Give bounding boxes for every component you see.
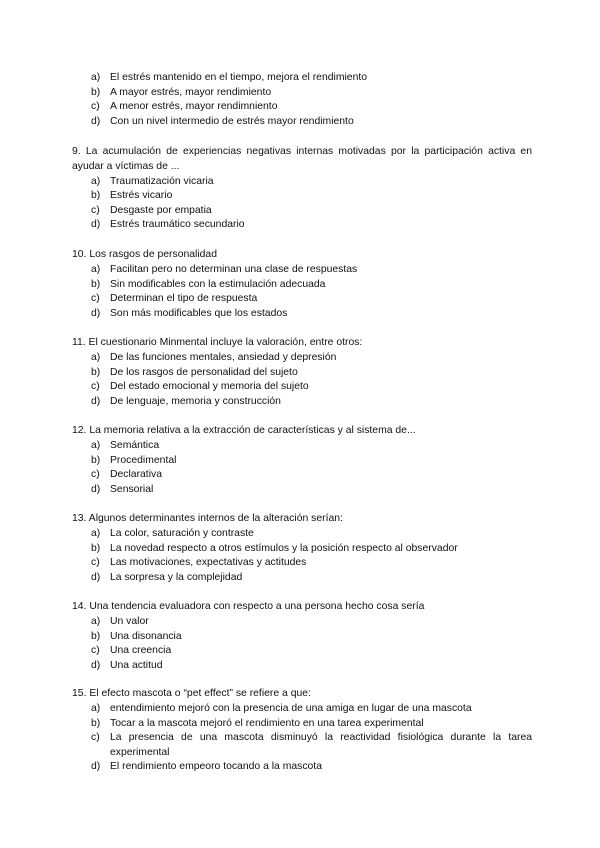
option-text: La presencia de una mascota disminuyó la reactividad fisiológica durante la tarea experimental bbox=[110, 732, 532, 758]
option-label: d) bbox=[91, 659, 101, 671]
answer-option bbox=[72, 278, 532, 293]
answer-option bbox=[72, 263, 532, 278]
answer-option bbox=[72, 717, 532, 732]
option-label: b) bbox=[91, 86, 101, 98]
option-label: d) bbox=[91, 483, 101, 495]
answer-option bbox=[72, 204, 532, 219]
answer-option bbox=[72, 395, 532, 410]
question-text: 14. Una tendencia evaluadora con respecto a una persona hecho cosa sería bbox=[72, 601, 425, 612]
option-label: b) bbox=[91, 454, 101, 466]
answer-option bbox=[72, 556, 532, 571]
question-text: 9. La acumulación de experiencias negativas internas motivadas por la participación activa en ayudar a víctimas de ... bbox=[72, 146, 532, 172]
option-text: Sensorial bbox=[110, 483, 154, 495]
option-label: c) bbox=[91, 732, 100, 744]
answer-option bbox=[72, 542, 532, 557]
option-text: Declarativa bbox=[110, 469, 162, 481]
option-label: c) bbox=[91, 381, 100, 393]
answer-option bbox=[72, 527, 532, 542]
answer-option bbox=[72, 615, 532, 630]
option-text: De lenguaje, memoria y construcción bbox=[110, 395, 281, 407]
option-label: d) bbox=[91, 307, 101, 319]
question-block bbox=[72, 687, 532, 775]
option-text: entendimiento mejoró con la presencia de una amiga en lugar de una mascota bbox=[110, 702, 472, 714]
option-text: Son más modificables que los estados bbox=[110, 307, 288, 319]
option-label: c) bbox=[91, 101, 100, 113]
option-text: El rendimiento empeoro tocando a la mascota bbox=[110, 761, 322, 773]
option-text: A menor estrés, mayor rendimniento bbox=[110, 101, 278, 113]
question-text: 11. El cuestionario Minmental incluye la valoración, entre otros: bbox=[72, 337, 363, 348]
option-text: Determinan el tipo de respuesta bbox=[110, 293, 258, 305]
answer-option bbox=[72, 71, 532, 86]
option-label: b) bbox=[91, 278, 101, 290]
option-text: Desgaste por empatia bbox=[110, 204, 212, 216]
question-text: 12. La memoria relativa a la extracción de características y al sistema de... bbox=[72, 425, 416, 436]
answer-option bbox=[72, 644, 532, 659]
answer-option bbox=[72, 380, 532, 395]
option-label: a) bbox=[91, 175, 101, 187]
answer-option bbox=[72, 483, 532, 498]
question-text: 15. El efecto mascota o “pet effect” se refiere a que: bbox=[72, 688, 311, 699]
option-label: c) bbox=[91, 204, 100, 216]
answer-option bbox=[72, 351, 532, 366]
answer-option bbox=[72, 702, 532, 717]
option-label: b) bbox=[91, 366, 101, 378]
option-text: El estrés mantenido en el tiempo, mejora el rendimiento bbox=[110, 72, 368, 83]
option-label: a) bbox=[91, 72, 101, 83]
question-block bbox=[72, 424, 532, 497]
option-text: La novedad respecto a otros estímulos y la posición respecto al observador bbox=[110, 542, 458, 554]
answer-option bbox=[72, 468, 532, 483]
question-block bbox=[72, 512, 532, 585]
option-text: A mayor estrés, mayor rendimiento bbox=[110, 86, 272, 98]
answer-option bbox=[72, 366, 532, 381]
option-label: d) bbox=[91, 395, 101, 407]
option-text: Con un nivel intermedio de estrés mayor rendimiento bbox=[110, 115, 354, 127]
option-label: c) bbox=[91, 469, 100, 481]
option-text: Sin modificables con la estimulación adecuada bbox=[110, 278, 326, 290]
option-text: Una actitud bbox=[110, 659, 163, 671]
option-text: De los rasgos de personalidad del sujeto bbox=[110, 366, 298, 378]
answer-option bbox=[72, 175, 532, 190]
answer-option bbox=[72, 731, 532, 760]
option-label: b) bbox=[91, 542, 101, 554]
question-block bbox=[72, 145, 532, 233]
answer-option bbox=[72, 659, 532, 674]
option-text: Una disonancia bbox=[110, 630, 182, 642]
option-label: d) bbox=[91, 571, 101, 583]
option-label: b) bbox=[91, 190, 101, 202]
option-label: c) bbox=[91, 645, 100, 657]
option-text: Una creencia bbox=[110, 645, 172, 657]
question-block bbox=[72, 248, 532, 321]
option-label: b) bbox=[91, 630, 101, 642]
option-label: a) bbox=[91, 263, 101, 275]
option-label: c) bbox=[91, 557, 100, 569]
option-text: De las funciones mentales, ansiedad y depresión bbox=[110, 351, 337, 363]
option-text: Semántica bbox=[110, 439, 160, 451]
answer-option bbox=[72, 760, 532, 775]
answer-option bbox=[72, 86, 532, 101]
option-text: Facilitan pero no determinan una clase de respuestas bbox=[110, 263, 358, 275]
option-text: La sorpresa y la complejidad bbox=[110, 571, 243, 583]
question-text: 13. Algunos determinantes internos de la alteración serían: bbox=[72, 513, 343, 524]
option-text: Del estado emocional y memoria del sujeto bbox=[110, 381, 309, 393]
option-label: a) bbox=[91, 351, 101, 363]
answer-option bbox=[72, 454, 532, 469]
option-text: Las motivaciones, expectativas y actitudes bbox=[110, 557, 307, 569]
question-block bbox=[72, 71, 532, 129]
option-label: d) bbox=[91, 219, 101, 231]
question-block bbox=[72, 336, 532, 409]
option-label: d) bbox=[91, 115, 101, 127]
answer-option bbox=[72, 292, 532, 307]
option-label: a) bbox=[91, 702, 101, 714]
answer-option bbox=[72, 630, 532, 645]
option-label: a) bbox=[91, 615, 101, 627]
option-text: La color, saturación y contraste bbox=[110, 527, 254, 539]
answer-option bbox=[72, 189, 532, 204]
option-label: b) bbox=[91, 717, 101, 729]
option-text: Procedimental bbox=[110, 454, 177, 466]
question-block bbox=[72, 600, 532, 673]
option-text: Estrés vicario bbox=[110, 190, 173, 202]
option-label: a) bbox=[91, 439, 101, 451]
question-text: 10. Los rasgos de personalidad bbox=[72, 249, 217, 260]
option-text: Un valor bbox=[110, 615, 149, 627]
answer-option bbox=[72, 571, 532, 586]
answer-option bbox=[72, 115, 532, 130]
option-label: c) bbox=[91, 293, 100, 305]
option-label: d) bbox=[91, 761, 101, 773]
answer-option bbox=[72, 307, 532, 322]
option-text: Traumatización vicaria bbox=[110, 175, 214, 187]
option-label: a) bbox=[91, 527, 101, 539]
option-text: Estrés traumático secundario bbox=[110, 219, 245, 231]
option-text: Tocar a la mascota mejoró el rendimiento en una tarea experimental bbox=[110, 717, 424, 729]
answer-option bbox=[72, 218, 532, 233]
answer-option bbox=[72, 100, 532, 115]
answer-option bbox=[72, 439, 532, 454]
